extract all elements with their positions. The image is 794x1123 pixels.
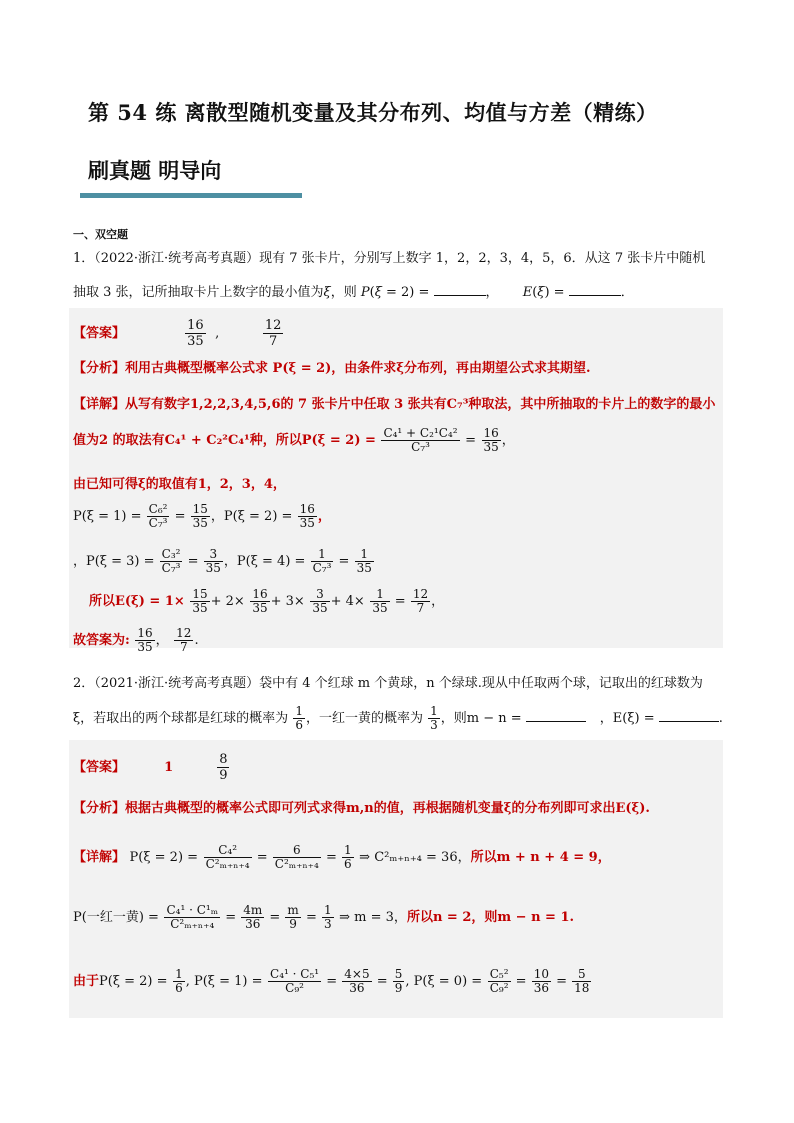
- q2-blank-2[interactable]: [659, 709, 719, 722]
- q1-detail-line5: ，P(ξ = 3) = $\frac{\text{C₃²}}{\text{C₇³}}$ = $\frac{3}{35}$ ，P(ξ = 4) = $\frac{1}{\text{C₇³}}$ = $\frac{1}{35}$: [73, 547, 372, 575]
- q1-blank-1[interactable]: [434, 283, 486, 296]
- subtitle-underline: [80, 193, 302, 198]
- q2-line1: 2．（2021·浙江·统考高考真题）袋中有 4 个红球 m 个黄球，n 个绿球.现从中任取两个球，记取出的红球数为: [73, 676, 703, 691]
- q1-answer-1: $\frac{16}{35}$: [187, 318, 204, 349]
- q2-detail-line3: 由于P(ξ = 2) = $\frac{1}{6}$ , P(ξ = 1) = $\frac{\text{C₄¹ · C₅¹}}{\text{C₉²}}$ = $\frac{4\times 5}{36}$ = $\frac{5}{9}$ , P(ξ = 0) = $\frac{\text{C₅²}}{\text{C₉²}}$ = $\frac{10}{36}$ = $\frac{5}{18}$: [73, 967, 590, 995]
- section-subtitle: 刷真题 明导向: [88, 158, 222, 183]
- section-label: 一、双空题: [73, 228, 128, 241]
- q1-detail-line3: 由已知可得ξ的取值有1，2，3，4，: [73, 477, 286, 492]
- page-title: 第 54 练 离散型随机变量及其分布列、均值与方差（精练）: [88, 100, 658, 125]
- q1-analysis: 【分析】利用古典概型概率公式求 P(ξ = 2)，由条件求ξ分布列，再由期望公式求其期望.: [73, 361, 591, 376]
- q2-detail-line2: P(一红一黄) = $\frac{\text{C₄¹ · C¹ₘ}}{\text{C²ₘ₊ₙ₊₄}}$ = $\frac{4m}{36}$ = $\frac{m}{9}$ = $\frac{1}{3}$ ⇒ m = 3，所以n = 2，则m − n = 1.: [73, 903, 575, 931]
- q1-detail-line2: 值为2 的取法有C₄¹ + C₂²C₄¹种，所以P(ξ = 2) = $\frac{\text{C₄¹ + C₂¹C₄²}}{\text{C₇³}}$ = $\frac{16}{35}$ ，: [73, 426, 515, 454]
- q1-answer-2: $\frac{12}{7}$: [264, 318, 282, 349]
- q2-answer-2: $\frac{8}{9}$: [219, 752, 228, 783]
- q1-final-answer: 故答案为: $\frac{16}{35}$ ， $\frac{12}{7}$ .: [73, 626, 199, 654]
- q1-detail-line4: P(ξ = 1) = $\frac{\text{C₆²}}{\text{C₇³}}$ = $\frac{15}{35}$ ，P(ξ = 2) = $\frac{16}{35}$ ，: [73, 502, 331, 530]
- q1-line1: 1．（2022·浙江·统考高考真题）现有 7 张卡片，分别写上数字 1，2，2，3，4，5，6．从这 7 张卡片中随机: [73, 251, 706, 266]
- q2-blank-1[interactable]: [526, 709, 586, 722]
- q2-line2: ξ，若取出的两个球都是红球的概率为 $\frac{1}{6}$ ，一红一黄的概率为 $\frac{1}{3}$ ，则m − n = ，E(ξ) = .: [73, 704, 723, 732]
- q1-blank-2[interactable]: [569, 283, 621, 296]
- q2-answer-1: 1: [164, 760, 174, 775]
- q1-line2: 抽取 3 张，记所抽取卡片上数字的最小值为ξ，则 P(ξ = 2) = ， E(ξ) = ．: [73, 285, 634, 300]
- q2-detail-line1: 【详解】 P(ξ = 2) = $\frac{\text{C₄²}}{\text{C²ₘ₊ₙ₊₄}}$ = $\frac{6}{\text{C²ₘ₊ₙ₊₄}}$ = $\frac{1}{6}$ ⇒ C²ₘ₊ₙ₊₄ = 36，所以m + n + 4 = 9，: [73, 843, 611, 871]
- q2-answer-row: 【答案】 1 $\frac{8}{9}$: [73, 752, 228, 783]
- q2-analysis: 【分析】根据古典概型的概率公式即可列式求得m,n的值，再根据随机变量ξ的分布列即可求出E(ξ).: [73, 801, 650, 816]
- q1-detail-line1: 【详解】从写有数字1,2,2,3,4,5,6的 7 张卡片中任取 3 张共有C₇³种取法，其中所抽取的卡片上的数字的最小: [73, 397, 716, 412]
- q1-answer-row: 【答案】 $\frac{16}{35}$ , $\frac{12}{7}$: [73, 318, 282, 349]
- q1-detail-line6: 所以E(ξ) = 1× $\frac{15}{35}$ + 2× $\frac{16}{35}$ + 3× $\frac{3}{35}$ + 4× $\frac{1}{35}$ = $\frac{12}{7}$ ，: [89, 587, 445, 615]
